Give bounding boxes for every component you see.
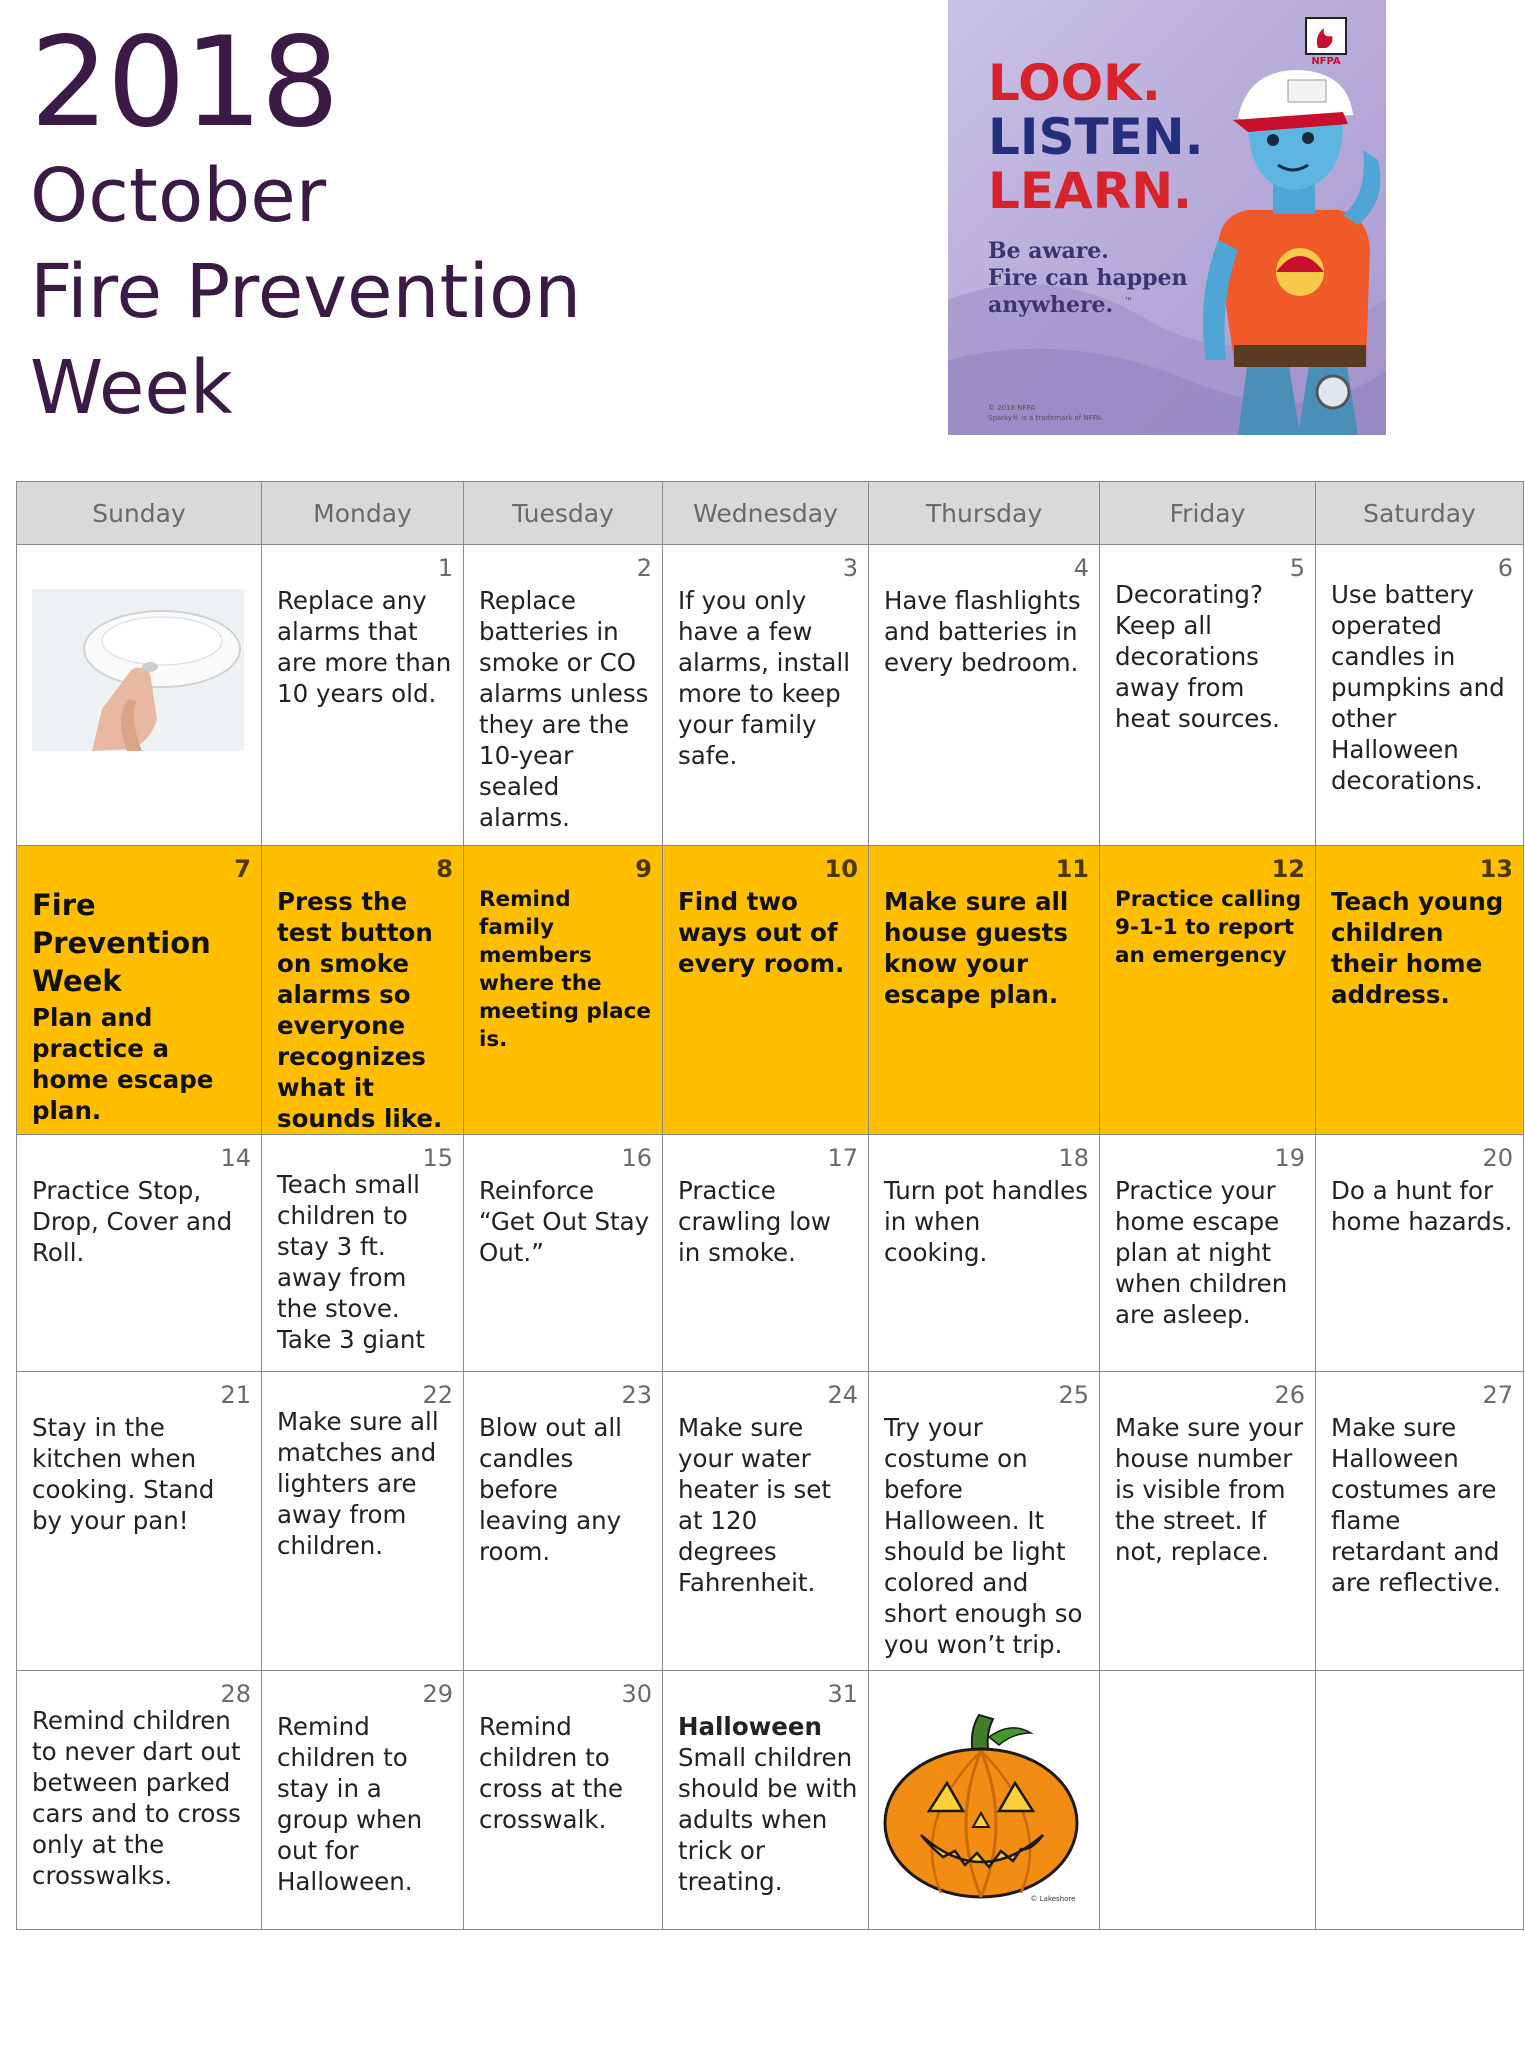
day-number: 5	[1289, 554, 1305, 582]
day-tip: Make sure all house guests know your escape plan.	[884, 887, 1069, 1009]
title-month: October	[30, 153, 327, 239]
day-number: 21	[220, 1381, 251, 1409]
fire-prevention-poster	[948, 0, 1386, 435]
day-tip: Make sure Halloween costumes are flame retardant and are reflective.	[1331, 1413, 1501, 1597]
day-tip: Remind family members where the meeting place is.	[479, 887, 651, 1052]
day-cell-29	[262, 1671, 464, 1930]
day-cell-blank-pumpkin	[869, 1671, 1100, 1930]
day-number: 24	[827, 1381, 858, 1409]
day-tip: Reinforce “Get Out Stay Out.”	[479, 1176, 650, 1267]
day-cell-15	[262, 1135, 464, 1372]
day-tip: Use battery operated candles in pumpkins and other Halloween decorations.	[1331, 580, 1505, 795]
header-thursday: Thursday	[869, 482, 1100, 545]
day-cell-7	[17, 846, 262, 1135]
day-cell-30	[464, 1671, 663, 1930]
day-number: 3	[842, 554, 858, 582]
day-number: 7	[234, 855, 251, 883]
day-number: 22	[422, 1381, 453, 1409]
day-number: 9	[635, 855, 652, 883]
day-number: 20	[1482, 1144, 1513, 1172]
day-tip: Remind children to never dart out between parked cars and to cross only at the crosswalks.	[32, 1706, 241, 1890]
day-cell-22	[262, 1372, 464, 1671]
day-cell-5	[1100, 545, 1316, 846]
day-cell-16	[464, 1135, 663, 1372]
day-tip: Have flashlights and batteries in every bedroom.	[884, 586, 1081, 677]
day-number: 6	[1497, 554, 1513, 582]
day-number: 18	[1058, 1144, 1089, 1172]
header-tuesday: Tuesday	[464, 482, 663, 545]
day-number: 17	[827, 1144, 858, 1172]
day-cell-26	[1100, 1372, 1316, 1671]
day-tip: Blow out all candles before leaving any room.	[479, 1413, 622, 1566]
day-tip: Practice your home escape plan at night when children are asleep.	[1115, 1176, 1288, 1329]
day-tip: Try your costume on before Halloween. It should be light colored and short enough so you won’t trip.	[884, 1413, 1083, 1659]
header-monday: Monday	[262, 482, 464, 545]
poster-tagline3: anywhere.	[988, 292, 1114, 318]
day-number: 10	[824, 855, 858, 883]
week-row-3	[17, 1135, 1524, 1372]
day-cell-4	[869, 545, 1100, 846]
day-cell-3	[663, 545, 869, 846]
day-tip: Make sure your water heater is set at 120 degrees Fahrenheit.	[678, 1413, 831, 1597]
poster-copyright2: Sparky® is a trademark of NFPA.	[988, 414, 1104, 422]
day-tip: Practice calling 9-1-1 to report an emergency	[1115, 887, 1302, 968]
title-year: 2018	[30, 11, 338, 155]
day-number: 14	[220, 1144, 251, 1172]
weekday-header-row	[17, 482, 1524, 545]
day-number: 23	[621, 1381, 652, 1409]
day-number: 2	[636, 554, 652, 582]
nfpa-logo-text: NFPA	[1311, 56, 1341, 67]
day-number: 16	[621, 1144, 652, 1172]
day-heading: Halloween	[678, 1712, 822, 1741]
day-cell-14	[17, 1135, 262, 1372]
day-cell-blank	[1316, 1671, 1524, 1930]
day-number: 15	[422, 1144, 453, 1172]
header-friday: Friday	[1100, 482, 1316, 545]
day-cell-28	[17, 1671, 262, 1930]
day-cell-6	[1316, 545, 1524, 846]
day-tip: Find two ways out of every room.	[678, 887, 845, 978]
day-tip: Remind children to stay in a group when out for Halloween.	[277, 1712, 423, 1896]
day-tip: Small children should be with adults when trick or treating.	[678, 1743, 858, 1896]
day-number: 13	[1479, 855, 1513, 883]
day-cell-23	[464, 1372, 663, 1671]
day-number: 27	[1482, 1381, 1513, 1409]
day-cell-1	[262, 545, 464, 846]
day-cell-8	[262, 846, 464, 1135]
poster-tagline1: Be aware.	[988, 238, 1109, 264]
day-tip: Teach small children to stay 3 ft. away from the stove. Take 3 giant	[277, 1170, 425, 1354]
day-number: 8	[436, 855, 453, 883]
day-number: 25	[1058, 1381, 1089, 1409]
day-cell-19	[1100, 1135, 1316, 1372]
day-number: 1	[437, 554, 453, 582]
poster-graphic	[948, 0, 1386, 435]
poster-learn: LEARN.	[988, 162, 1193, 220]
day-tip: Stay in the kitchen when cooking. Stand by your pan!	[32, 1413, 215, 1535]
week-row-1	[17, 545, 1524, 846]
day-number: 30	[621, 1680, 652, 1708]
day-tip: Decorating? Keep all decorations away from heat sources.	[1115, 580, 1280, 733]
day-number: 29	[422, 1680, 453, 1708]
jack-o-lantern-icon	[881, 1711, 1086, 1905]
poster-tagline2: Fire can happen	[988, 265, 1188, 291]
day-cell-18	[869, 1135, 1100, 1372]
smoke-alarm-photo	[32, 589, 244, 751]
calendar-grid	[16, 481, 1524, 1930]
day-cell-31	[663, 1671, 869, 1930]
day-cell-11	[869, 846, 1100, 1135]
day-number: 11	[1055, 855, 1089, 883]
day-cell-21	[17, 1372, 262, 1671]
header-saturday: Saturday	[1316, 482, 1524, 545]
day-tip: Practice Stop, Drop, Cover and Roll.	[32, 1176, 233, 1267]
day-number: 31	[827, 1680, 858, 1708]
day-cell-blank	[1100, 1671, 1316, 1930]
day-tip: Plan and practice a home escape plan.	[32, 1003, 214, 1125]
page-title	[30, 11, 582, 436]
day-number: 28	[220, 1680, 251, 1708]
poster-look: LOOK.	[988, 54, 1161, 112]
day-cell-blank-smoke-alarm	[17, 545, 262, 846]
day-tip: Make sure all matches and lighters are away from children.	[277, 1407, 439, 1560]
day-tip: Practice crawling low in smoke.	[678, 1176, 831, 1267]
day-tip: Replace any alarms that are more than 10 years old.	[277, 586, 452, 708]
pumpkin-credit: © Lakeshore	[1030, 1895, 1076, 1903]
title-line2: Fire Prevention	[30, 249, 582, 335]
day-cell-9	[464, 846, 663, 1135]
week-row-5	[17, 1671, 1524, 1930]
day-number: 19	[1274, 1144, 1305, 1172]
day-cell-20	[1316, 1135, 1524, 1372]
day-tip: Remind children to cross at the crosswalk.	[479, 1712, 623, 1834]
day-cell-10	[663, 846, 869, 1135]
day-cell-27	[1316, 1372, 1524, 1671]
day-tip: Turn pot handles in when cooking.	[884, 1176, 1088, 1267]
day-heading: Fire Prevention Week	[32, 888, 211, 998]
day-tip: Do a hunt for home hazards.	[1331, 1176, 1513, 1236]
day-number: 4	[1073, 554, 1089, 582]
day-tip: Replace batteries in smoke or CO alarms unless they are the 10-year sealed alarms.	[479, 586, 649, 832]
day-cell-17	[663, 1135, 869, 1372]
poster-listen: LISTEN.	[988, 108, 1204, 166]
poster-tm: ™	[1124, 297, 1133, 307]
day-number: 12	[1271, 855, 1305, 883]
day-cell-13	[1316, 846, 1524, 1135]
title-line3: Week	[30, 345, 233, 431]
day-tip: If you only have a few alarms, install more to keep your family safe.	[678, 586, 851, 770]
week-row-2-fire-prevention-week	[17, 846, 1524, 1135]
day-number: 26	[1274, 1381, 1305, 1409]
day-tip: Teach young children their home address.	[1331, 887, 1504, 1009]
day-tip: Make sure your house number is visible from the street. If not, replace.	[1115, 1413, 1304, 1566]
day-tip: Press the test button on smoke alarms so everyone recognizes what it sounds like.	[277, 887, 443, 1133]
header-wednesday: Wednesday	[663, 482, 869, 545]
day-cell-12	[1100, 846, 1316, 1135]
poster-copyright1: © 2018 NFPA	[988, 404, 1036, 412]
week-row-4	[17, 1372, 1524, 1671]
header-sunday: Sunday	[17, 482, 262, 545]
day-cell-25	[869, 1372, 1100, 1671]
day-cell-24	[663, 1372, 869, 1671]
day-cell-2	[464, 545, 663, 846]
